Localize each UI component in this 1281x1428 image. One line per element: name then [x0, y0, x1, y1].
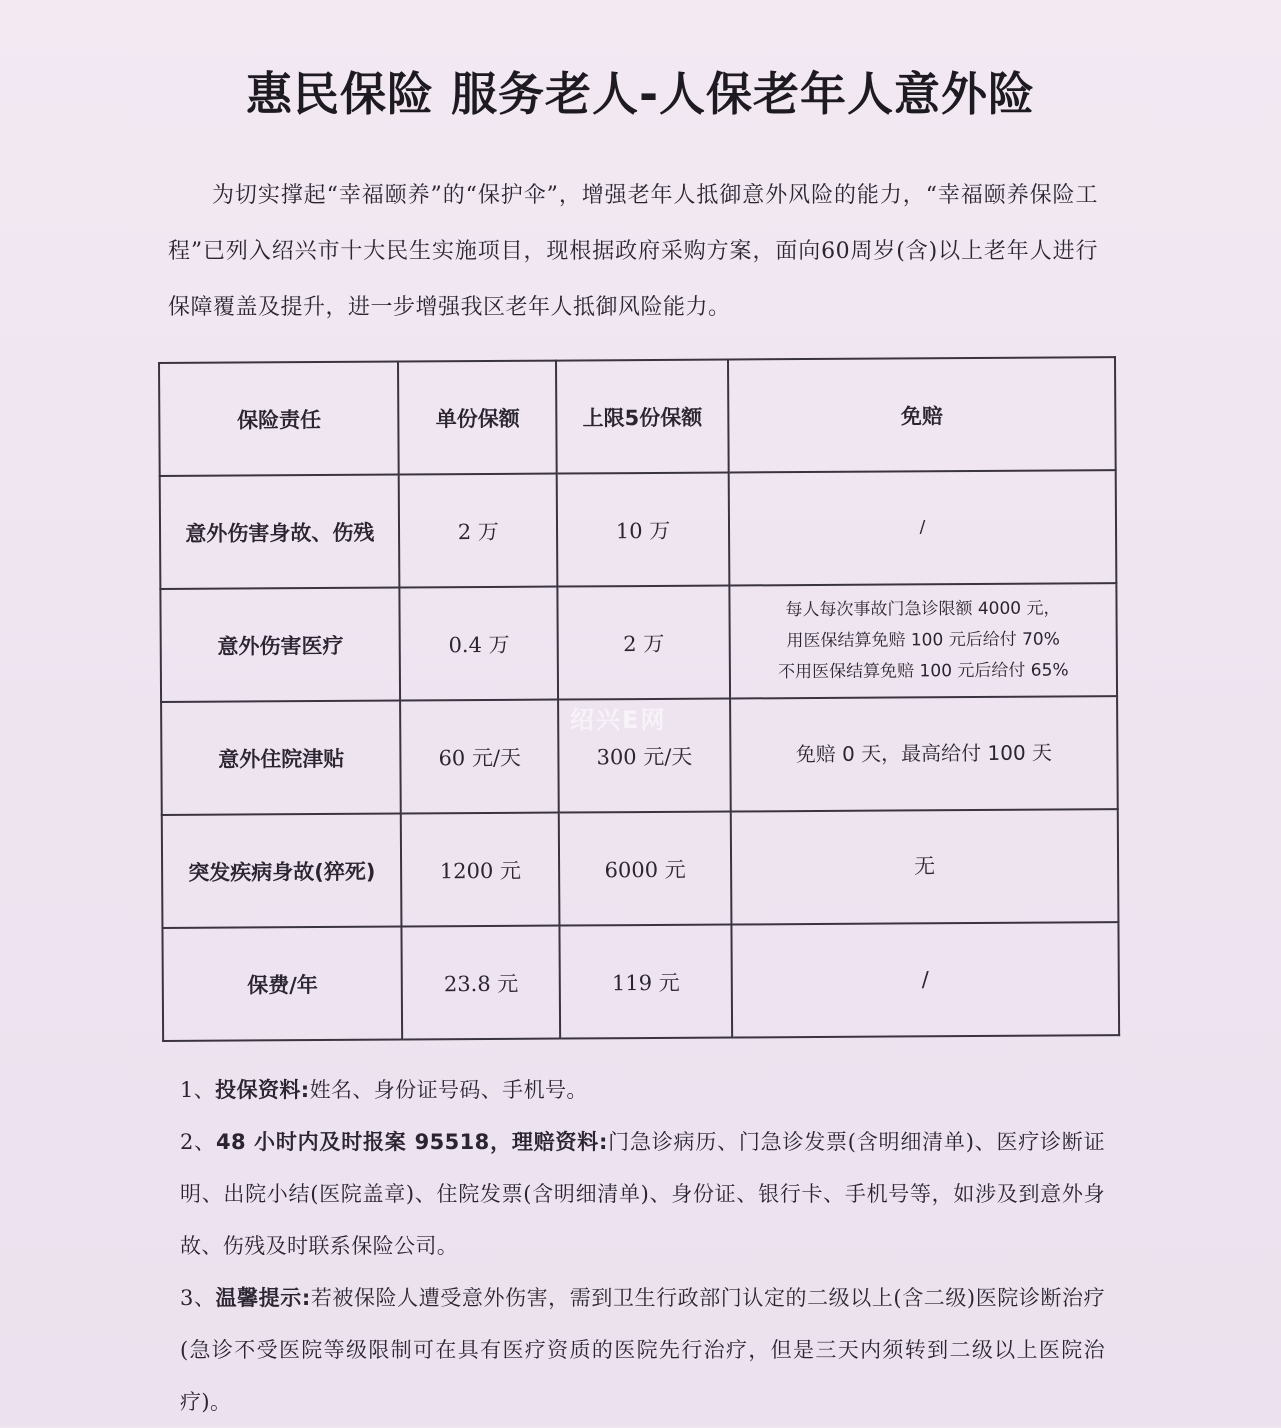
- header-deductible: 免赔: [728, 357, 1116, 472]
- row-responsibility: 保费/年: [162, 927, 402, 1041]
- row-max-5-amount: 119 元: [560, 925, 732, 1039]
- row-max-5-amount: 10 万: [557, 473, 729, 587]
- note-number: 1、: [180, 1078, 216, 1102]
- row-deductible: [729, 583, 1117, 698]
- deductible-line: /: [921, 967, 929, 992]
- row-deductible: [730, 696, 1118, 811]
- row-single-amount: 1200 元: [401, 813, 559, 927]
- row-deductible: [731, 809, 1119, 924]
- row-deductible: [729, 470, 1117, 585]
- header-single-amount: 单份保额: [398, 361, 556, 475]
- row-responsibility: 突发疾病身故(猝死): [162, 814, 402, 928]
- row-max-5-amount: 2 万: [558, 586, 730, 700]
- table-row: [162, 809, 1119, 928]
- header-responsibility: 保险责任: [159, 362, 399, 476]
- table-row: [160, 470, 1117, 589]
- note-number: 2、: [180, 1130, 216, 1154]
- note-heading: 投保资料:: [215, 1078, 310, 1102]
- row-max-5-amount: 6000 元: [559, 812, 731, 926]
- row-single-amount: 60 元/天: [401, 700, 559, 814]
- table-row: [162, 922, 1119, 1041]
- note-item-2: [180, 1116, 1105, 1272]
- row-deductible: [731, 922, 1119, 1037]
- row-single-amount: 0.4 万: [400, 587, 558, 701]
- note-heading: 48 小时内及时报案 95518，理赔资料:: [215, 1130, 608, 1154]
- row-single-amount: 23.8 元: [402, 926, 560, 1040]
- note-text: 姓名、身份证号码、手机号。: [309, 1078, 588, 1102]
- note-number: 3、: [180, 1286, 216, 1310]
- deductible-line: 用医保结算免赔 100 元后给付 70%: [786, 629, 1060, 652]
- row-responsibility: 意外住院津贴: [161, 701, 401, 815]
- deductible-line: 不用医保结算免赔 100 元后给付 65%: [778, 660, 1069, 683]
- deductible-line: 每人每次事故门急诊限额 4000 元，: [785, 598, 1061, 621]
- notes-section: [180, 1064, 1105, 1428]
- table-row: [160, 583, 1117, 702]
- row-max-5-amount: 300 元/天: [558, 699, 730, 813]
- watermark-logo: 绍兴E网: [570, 706, 667, 734]
- deductible-line: 无: [913, 854, 936, 879]
- header-max-5-amount: 上限5份保额: [556, 360, 728, 474]
- table-header-row: [159, 357, 1116, 476]
- row-responsibility: 意外伤害身故、伤残: [160, 475, 400, 589]
- note-heading: 温馨提示:: [215, 1286, 311, 1310]
- note-item-3: [180, 1272, 1105, 1428]
- intro-paragraph: 为切实撑起“幸福颐养”的“保护伞”，增强老年人抵御意外风险的能力，“幸福颐养保险工程”已列入绍兴市十大民生实施项目，现根据政府采购方案，面向60周岁(含)以上老年人进行保障覆盖及提升，进一步增强我区老年人抵御风险能力。: [168, 183, 1098, 320]
- note-text: 若被保险人遭受意外伤害，需到卫生行政部门认定的二级以上(含二级)医院诊断治疗(急诊不受医院等级限制可在具有医疗资质的医院先行治疗，但是三天内须转到二级以上医院治疗)。: [180, 1286, 1105, 1414]
- row-single-amount: 2 万: [399, 474, 557, 588]
- deductible-line: 免赔 0 天，最高给付 100 天: [795, 740, 1053, 767]
- row-responsibility: 意外伤害医疗: [160, 588, 400, 702]
- deductible-line: /: [919, 517, 926, 538]
- document-title: 惠民保险 服务老人-人保老年人意外险: [245, 67, 1036, 121]
- note-item-1: [180, 1064, 1105, 1116]
- note-text: 门急诊病历、门急诊发票(含明细清单)、医疗诊断证明、出院小结(医院盖章)、住院发票(含明细清单)、身份证、银行卡、手机号等，如涉及到意外身故、伤残及时联系保险公司。: [180, 1130, 1105, 1258]
